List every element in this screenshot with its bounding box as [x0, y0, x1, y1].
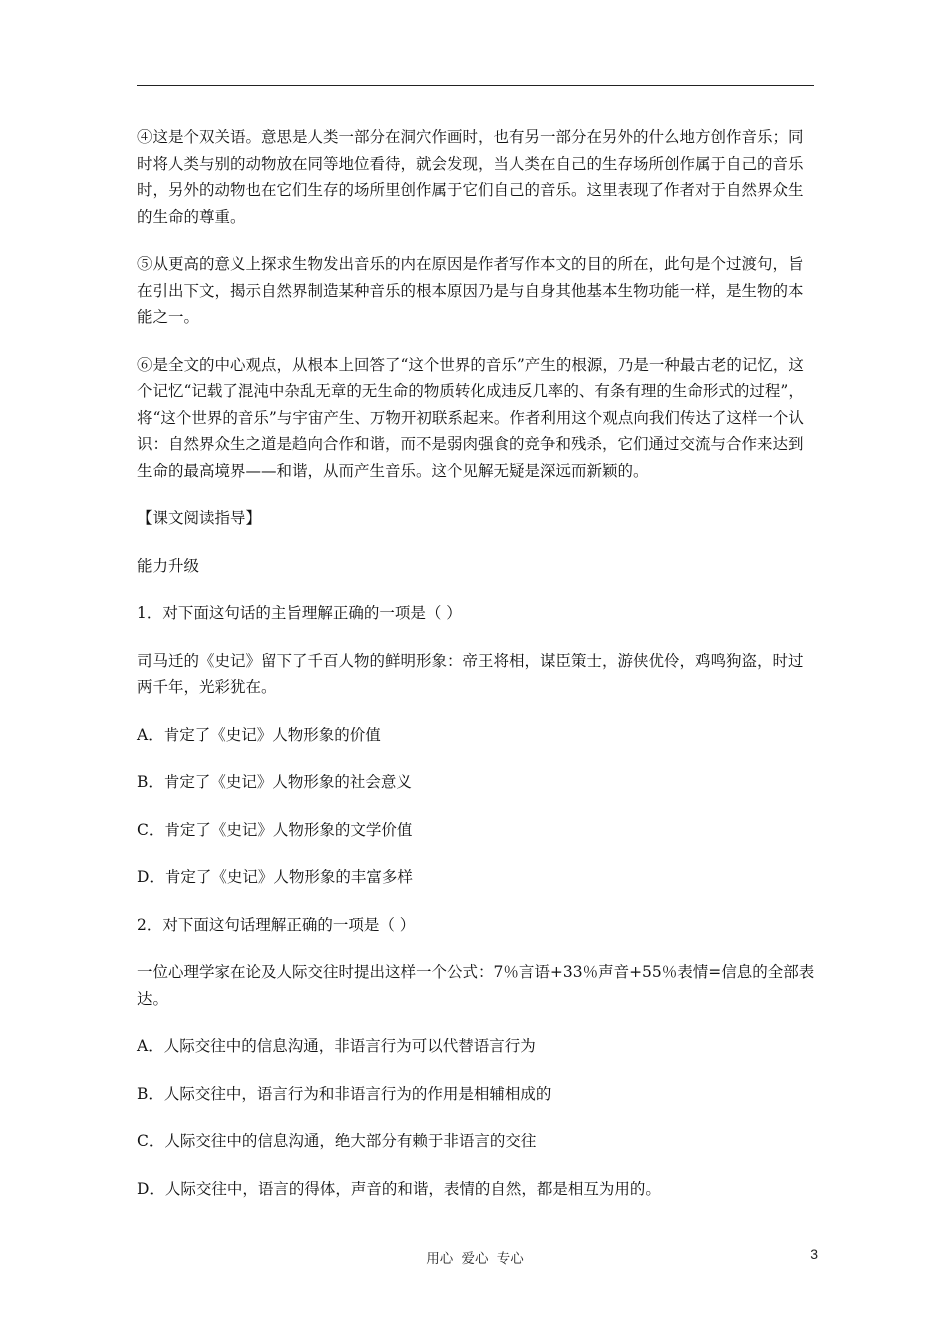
- question-1-option-a: A．肯定了《史记》人物形象的价值: [137, 725, 381, 744]
- section-heading: 【课文阅读指导】: [137, 509, 262, 527]
- question-2-prompt: 2．对下面这句话理解正确的一项是（ ）: [137, 915, 416, 934]
- paragraph-6: ⑥是全文的中心观点，从根本上回答了“这个世界的音乐”产生的根源，乃是一种最古老的记忆，这个记忆“记载了混沌中杂乱无章的无生命的物质转化成违反几率的、有条有理的生命形式的过程”，将“这个世界的音乐”与宇宙产生、万物开初联系起来。作者利用这个观点向我们传达了这样一个认识：自然界众生之道是趋向合作和谐，而不是弱肉强食的竞争和残杀，它们通过交流与合作来达到生命的最高境界——和谐，从而产生音乐。这个见解无疑是深远而新颖的。: [137, 355, 804, 480]
- question-1-option-b: B．肯定了《史记》人物形象的社会意义: [137, 773, 412, 791]
- footer-motto: 用心 爱心 专心: [426, 1251, 524, 1267]
- question-2-option-d: D．人际交往中，语言的得体，声音的和谐，表情的自然，都是相互为用的。: [137, 1179, 661, 1198]
- question-2-option-c: C．人际交往中的信息沟通，绝大部分有赖于非语言的交往: [137, 1132, 537, 1150]
- question-1-passage: 司马迁的《史记》留下了千百人物的鲜明形象：帝王将相，谋臣策士，游侠优伶，鸡鸣狗盗，时过两千年，光彩犹在。: [137, 651, 804, 696]
- question-2-passage: 一位心理学家在论及人际交往时提出这样一个公式：7％言语+33％声音+55％表情=信息的全部表达。: [137, 963, 815, 1008]
- question-2-option-a: A．人际交往中的信息沟通，非语言行为可以代替语言行为: [137, 1037, 536, 1055]
- paragraph-5: ⑤从更高的意义上探求生物发出音乐的内在原因是作者写作本文的目的所在，此句是个过渡句，旨在引出下文，揭示自然界制造某种音乐的根本原因乃是与自身其他基本生物功能一样，是生物的本能之一。: [137, 255, 804, 326]
- header-rule: [137, 85, 814, 86]
- paragraph-4: ④这是个双关语。意思是人类一部分在洞穴作画时，也有另一部分在另外的什么地方创作音乐；同时将人类与别的动物放在同等地位看待，就会发现，当人类在自己的生存场所创作属于自己的音乐时，另外的动物也在它们生存的场所里创作属于它们自己的音乐。这里表现了作者对于自然界众生的生命的尊重。: [137, 128, 804, 226]
- question-1-option-d: D．肯定了《史记》人物形象的丰富多样: [137, 868, 413, 886]
- page-number: 3: [810, 1246, 818, 1262]
- question-1-option-c: C．肯定了《史记》人物形象的文学价值: [137, 820, 413, 839]
- question-1-prompt: 1．对下面这句话的主旨理解正确的一项是（ ）: [137, 604, 462, 622]
- page-content: [137, 124, 817, 1202]
- subheading: 能力升级: [137, 556, 200, 575]
- question-2-option-b: B．人际交往中，语言行为和非语言行为的作用是相辅相成的: [137, 1084, 552, 1103]
